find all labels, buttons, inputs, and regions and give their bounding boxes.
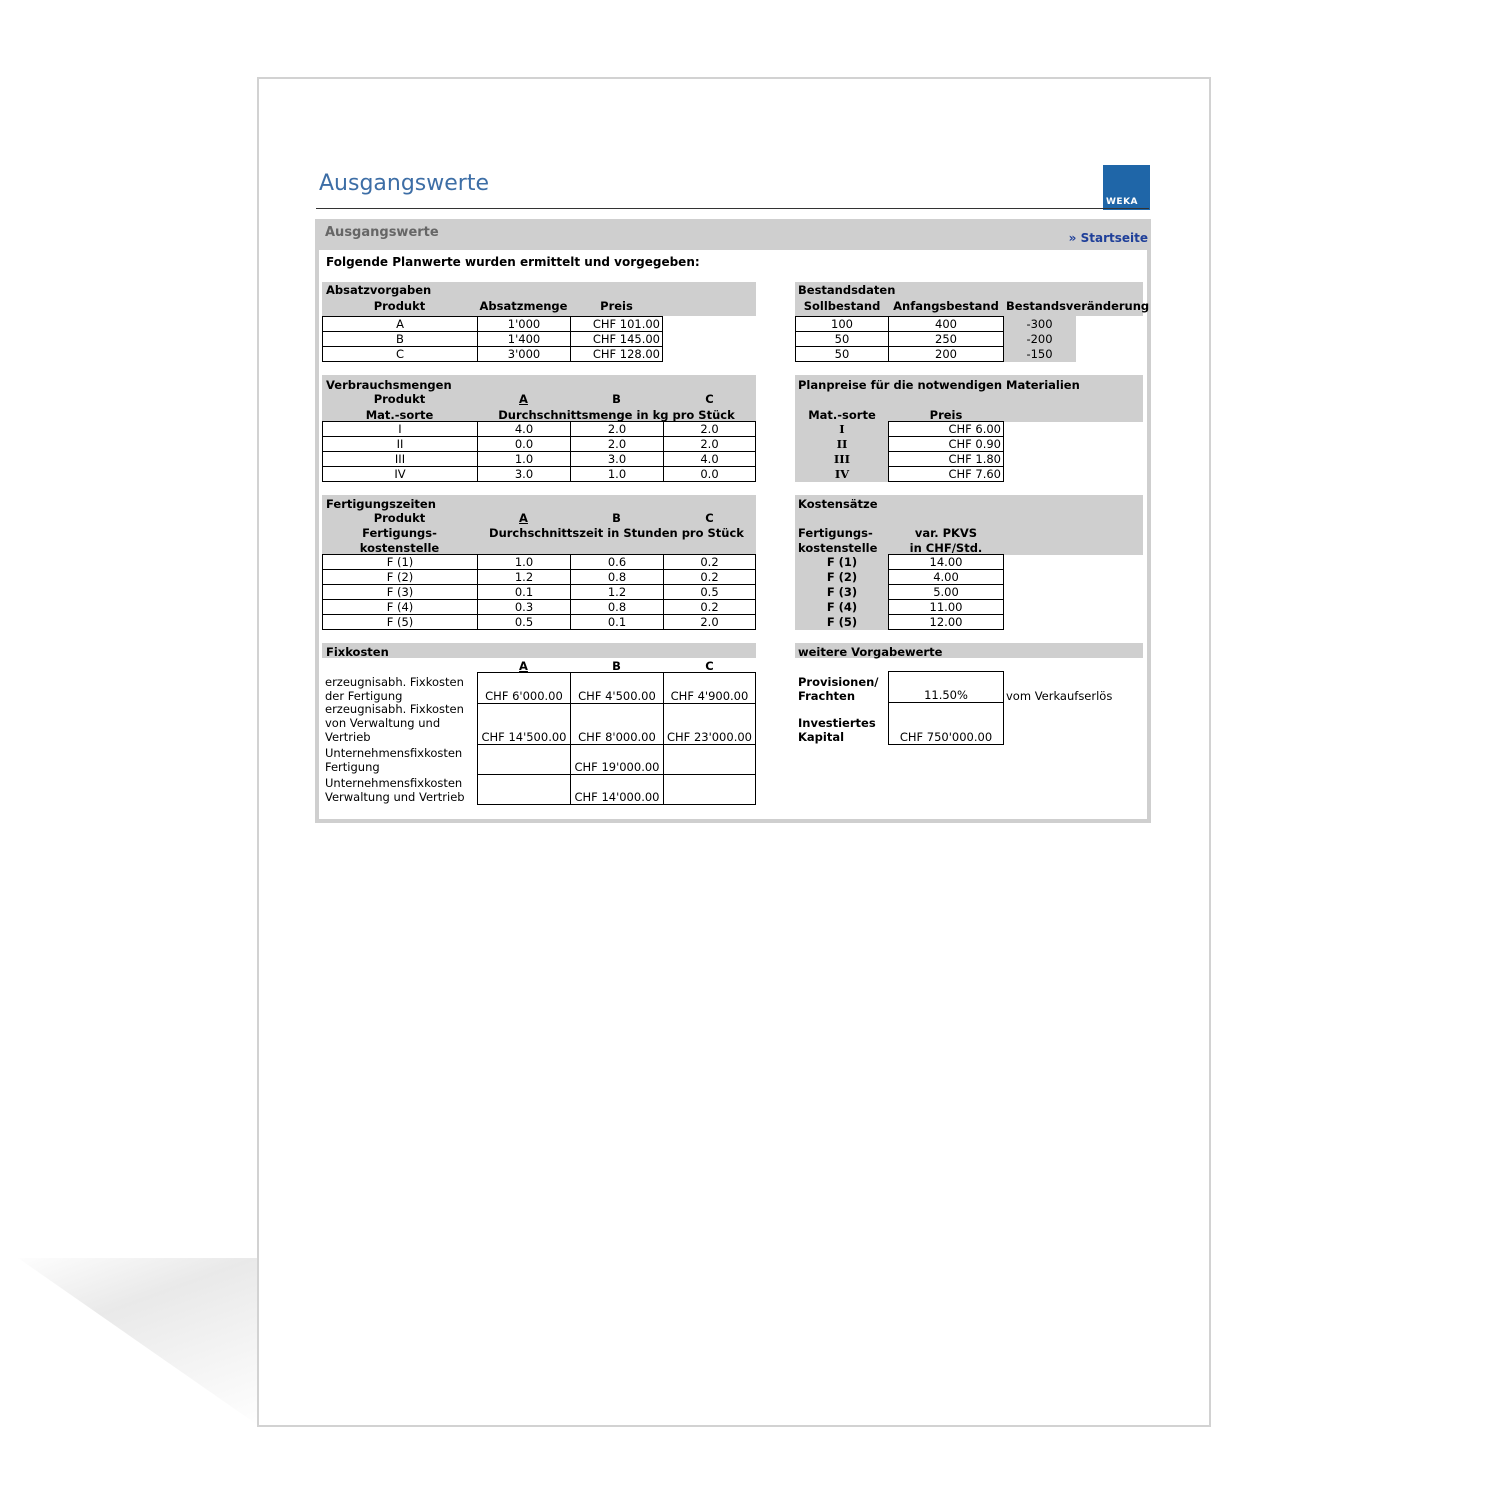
table-cell bbox=[663, 774, 756, 805]
table-cell: 3.0 bbox=[570, 451, 664, 467]
table-cell: 2.0 bbox=[570, 436, 664, 452]
table-cell bbox=[477, 703, 571, 745]
table-cell: 250 bbox=[888, 331, 1004, 347]
label-line: erzeugnisabh. Fixkosten bbox=[325, 702, 464, 716]
table-cell bbox=[663, 703, 756, 745]
table-cell: F (3) bbox=[322, 584, 478, 600]
table-cell: 0.1 bbox=[570, 614, 664, 630]
label-line: Fertigung bbox=[325, 760, 380, 774]
label-line: Investiertes bbox=[798, 716, 876, 730]
table-cell bbox=[570, 774, 664, 805]
table-cell: IV bbox=[834, 467, 850, 481]
table-cell: CHF 6.00 bbox=[888, 421, 1004, 437]
table-cell: 0.3 bbox=[477, 599, 571, 615]
intro-text: Folgende Planwerte wurden ermittelt und vorgegeben: bbox=[326, 255, 700, 269]
cell-value: CHF 750'000.00 bbox=[899, 730, 993, 744]
cell-value: CHF 14'000.00 bbox=[574, 790, 660, 804]
fertigung-stelle-label-1: Fertigungs- bbox=[362, 526, 437, 540]
planpreise-title: Planpreise für die notwendigen Materialien bbox=[798, 378, 1080, 392]
table-cell: F (4) bbox=[322, 599, 478, 615]
fertigung-stelle-label-2: kostenstelle bbox=[359, 541, 440, 555]
table-cell: F (5) bbox=[826, 615, 858, 629]
table-cell: II bbox=[322, 436, 478, 452]
table-cell: F (2) bbox=[322, 569, 478, 585]
table-cell: 0.0 bbox=[663, 466, 756, 482]
table-cell: 0.8 bbox=[570, 599, 664, 615]
kapital-label bbox=[798, 716, 876, 744]
label-line: Verwaltung und Vertrieb bbox=[325, 790, 465, 804]
label-line: Unternehmensfixkosten bbox=[325, 776, 463, 790]
verbrauch-product-a: A bbox=[519, 392, 528, 406]
verbrauch-produkt-label: Produkt bbox=[373, 392, 426, 406]
table-cell: B bbox=[322, 331, 478, 347]
fixkosten-row-label bbox=[325, 702, 464, 744]
page-shadow bbox=[0, 1258, 262, 1428]
table-cell: 2.0 bbox=[663, 614, 756, 630]
table-cell: I bbox=[322, 421, 478, 437]
fixkosten-product-b: B bbox=[612, 659, 621, 673]
absatz-title: Absatzvorgaben bbox=[326, 283, 432, 297]
table-cell: CHF 1.80 bbox=[888, 451, 1004, 467]
table-cell: 2.0 bbox=[663, 421, 756, 437]
fixkosten-row-label bbox=[325, 746, 462, 774]
table-cell: 0.5 bbox=[477, 614, 571, 630]
label-line: Provisionen/ bbox=[798, 675, 879, 689]
table-cell: CHF 0.90 bbox=[888, 436, 1004, 452]
table-cell bbox=[663, 672, 756, 704]
table-cell bbox=[570, 672, 664, 704]
absatz-col-preis: Preis bbox=[600, 299, 633, 313]
table-cell: III bbox=[833, 452, 851, 466]
table-cell bbox=[663, 744, 756, 775]
table-cell: 0.5 bbox=[663, 584, 756, 600]
fertigung-product-a: A bbox=[519, 511, 528, 525]
cell-value: CHF 4'500.00 bbox=[578, 689, 656, 703]
cell-value: CHF 6'000.00 bbox=[485, 689, 563, 703]
table-cell: -150 bbox=[1026, 347, 1053, 361]
table-cell: 1'400 bbox=[477, 331, 571, 347]
verbrauch-subheader: Durchschnittsmenge in kg pro Stück bbox=[498, 408, 735, 422]
kostensaetze-left-1: Fertigungs- bbox=[798, 526, 873, 540]
kostensaetze-right-2: in CHF/Std. bbox=[909, 541, 983, 555]
table-cell: 4.0 bbox=[663, 451, 756, 467]
table-cell: 200 bbox=[888, 346, 1004, 362]
fertigung-product-b: B bbox=[612, 511, 621, 525]
label-line: der Fertigung bbox=[325, 689, 403, 703]
table-cell: 0.6 bbox=[570, 554, 664, 570]
table-cell: 12.00 bbox=[888, 614, 1004, 630]
table-cell: 2.0 bbox=[663, 436, 756, 452]
table-cell: 50 bbox=[795, 331, 889, 347]
table-cell: F (2) bbox=[826, 570, 858, 584]
label-line: Vertrieb bbox=[325, 730, 371, 744]
table-cell: F (4) bbox=[826, 600, 858, 614]
fixkosten-product-c: C bbox=[705, 659, 714, 673]
table-cell: IV bbox=[322, 466, 478, 482]
table-cell: 50 bbox=[795, 346, 889, 362]
table-cell: 0.2 bbox=[663, 569, 756, 585]
kapital-value-cell bbox=[888, 702, 1004, 745]
table-cell bbox=[477, 672, 571, 704]
table-cell: 2.0 bbox=[570, 421, 664, 437]
table-cell: 400 bbox=[888, 316, 1004, 332]
table-cell: 11.00 bbox=[888, 599, 1004, 615]
fixkosten-row-label bbox=[325, 675, 464, 703]
fixkosten-title: Fixkosten bbox=[326, 645, 389, 659]
cell-value: 11.50% bbox=[924, 688, 968, 702]
table-cell: 0.2 bbox=[663, 554, 756, 570]
table-cell: 100 bbox=[795, 316, 889, 332]
fertigung-produkt-label: Produkt bbox=[373, 511, 426, 525]
table-cell: 4.00 bbox=[888, 569, 1004, 585]
table-cell: A bbox=[322, 316, 478, 332]
cell-value: CHF 23'000.00 bbox=[667, 730, 752, 744]
table-cell: 1.2 bbox=[477, 569, 571, 585]
table-cell: 3'000 bbox=[477, 346, 571, 362]
table-cell: 3.0 bbox=[477, 466, 571, 482]
label-line: Frachten bbox=[798, 689, 856, 703]
sheet-header-label: Ausgangswerte bbox=[325, 225, 439, 240]
table-cell: 1.0 bbox=[477, 554, 571, 570]
table-cell: F (1) bbox=[826, 555, 858, 569]
bestand-col-anfang: Anfangsbestand bbox=[893, 299, 999, 313]
table-cell bbox=[570, 744, 664, 775]
weitere-title: weitere Vorgabewerte bbox=[798, 645, 943, 659]
table-cell: II bbox=[836, 437, 848, 451]
provision-label bbox=[798, 675, 879, 703]
provision-note: vom Verkaufserlös bbox=[1006, 689, 1113, 703]
cell-value: CHF 19'000.00 bbox=[574, 760, 660, 774]
table-cell: C bbox=[322, 346, 478, 362]
table-cell: 5.00 bbox=[888, 584, 1004, 600]
table-cell: CHF 101.00 bbox=[570, 316, 663, 332]
table-cell: 14.00 bbox=[888, 554, 1004, 570]
table-cell: CHF 128.00 bbox=[570, 346, 663, 362]
fertigung-subheader: Durchschnittszeit in Stunden pro Stück bbox=[489, 526, 744, 540]
table-cell: F (5) bbox=[322, 614, 478, 630]
table-cell: 0.2 bbox=[663, 599, 756, 615]
fertigung-title: Fertigungszeiten bbox=[326, 497, 436, 511]
cell-value: CHF 14'500.00 bbox=[481, 730, 567, 744]
kostensaetze-title: Kostensätze bbox=[798, 497, 878, 511]
startseite-link[interactable]: » Startseite bbox=[1068, 231, 1148, 245]
cell-value: CHF 8'000.00 bbox=[578, 730, 656, 744]
table-cell: 0.8 bbox=[570, 569, 664, 585]
bestand-col-veraenderung: Bestandsveränderung bbox=[1006, 299, 1150, 313]
fertigung-product-c: C bbox=[705, 511, 714, 525]
kostensaetze-left-2: kostenstelle bbox=[798, 541, 878, 555]
kostensaetze-right-1: var. PKVS bbox=[914, 526, 978, 540]
table-cell: I bbox=[839, 422, 845, 436]
label-line: Unternehmensfixkosten bbox=[325, 746, 463, 760]
bestand-col-soll: Sollbestand bbox=[803, 299, 881, 313]
table-cell: 1.0 bbox=[570, 466, 664, 482]
verbrauch-product-b: B bbox=[612, 392, 621, 406]
absatz-col-produkt: Produkt bbox=[373, 299, 426, 313]
table-cell: -200 bbox=[1026, 332, 1053, 346]
verbrauch-product-c: C bbox=[705, 392, 714, 406]
bestand-title: Bestandsdaten bbox=[798, 283, 896, 297]
verbrauch-title: Verbrauchsmengen bbox=[326, 378, 452, 392]
verbrauch-sorte-label: Mat.-sorte bbox=[365, 408, 434, 422]
fixkosten-product-a: A bbox=[519, 659, 528, 673]
logo-text: WEKA bbox=[1106, 197, 1139, 207]
label-line: erzeugnisabh. Fixkosten bbox=[325, 675, 464, 689]
label-line: von Verwaltung und bbox=[325, 716, 441, 730]
page-title: Ausgangswerte bbox=[319, 171, 490, 196]
table-cell: F (3) bbox=[826, 585, 858, 599]
provision-value-cell bbox=[888, 671, 1004, 703]
table-cell: CHF 145.00 bbox=[570, 331, 663, 347]
table-cell: 1.0 bbox=[477, 451, 571, 467]
table-cell bbox=[570, 703, 664, 745]
table-cell: CHF 7.60 bbox=[888, 466, 1004, 482]
weka-logo bbox=[1103, 165, 1150, 210]
table-cell: 0.0 bbox=[477, 436, 571, 452]
table-cell bbox=[477, 774, 571, 805]
table-cell: F (1) bbox=[322, 554, 478, 570]
label-line: Kapital bbox=[798, 730, 845, 744]
fixkosten-row-label bbox=[325, 776, 465, 804]
absatz-col-menge: Absatzmenge bbox=[479, 299, 568, 313]
table-cell: 4.0 bbox=[477, 421, 571, 437]
sheet-header bbox=[315, 219, 1151, 250]
table-cell: III bbox=[322, 451, 478, 467]
table-cell: 0.1 bbox=[477, 584, 571, 600]
table-cell: 1'000 bbox=[477, 316, 571, 332]
planpreise-col-sorte: Mat.-sorte bbox=[808, 408, 876, 422]
table-cell: -300 bbox=[1026, 317, 1053, 331]
cell-value: CHF 4'900.00 bbox=[670, 689, 749, 703]
table-cell bbox=[477, 744, 571, 775]
planpreise-col-preis: Preis bbox=[929, 408, 963, 422]
table-cell: 1.2 bbox=[570, 584, 664, 600]
title-rule bbox=[316, 208, 1149, 209]
